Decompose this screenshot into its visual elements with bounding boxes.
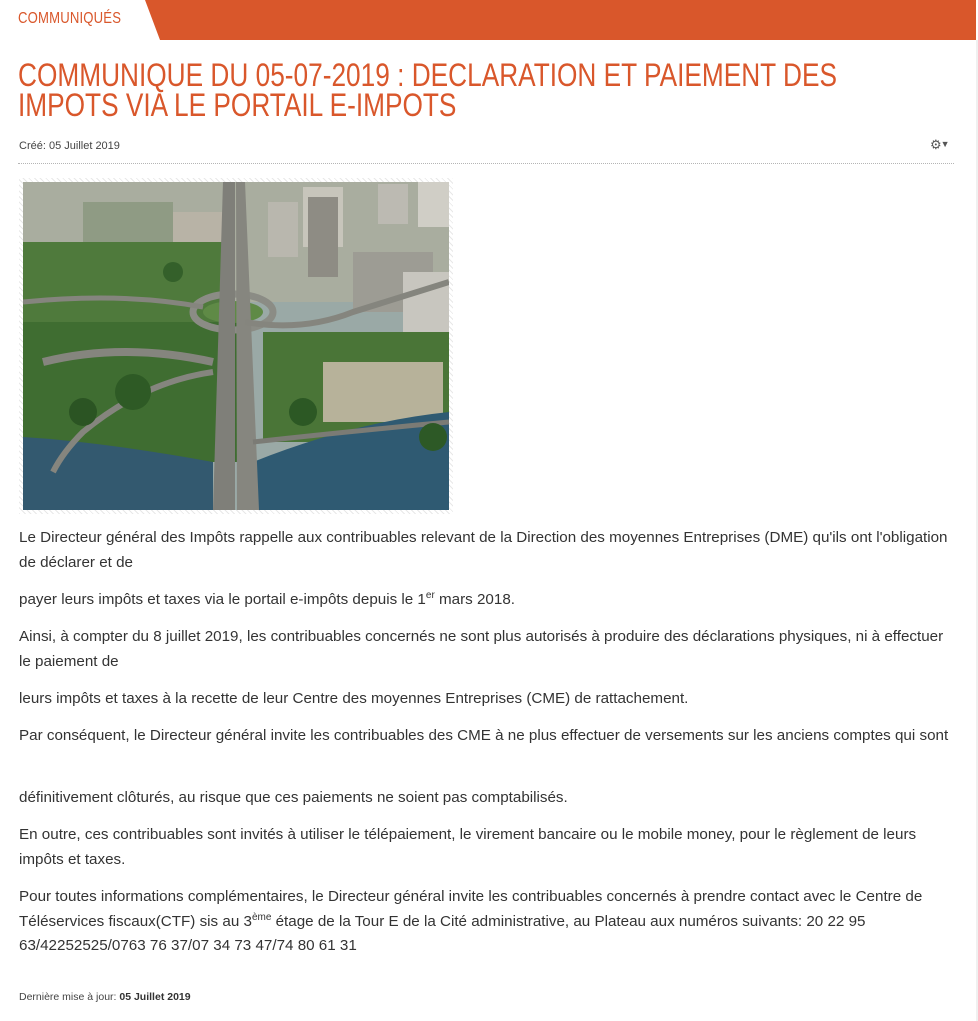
article-title: COMMUNIQUE DU 05-07-2019 : DECLARATION ET PAIEMENT DES IMPOTS VIA LE PORTAIL E-IMPOTS (18, 57, 837, 123)
last-updated (19, 991, 191, 1003)
updated-label: Dernière mise à jour: (19, 991, 117, 1003)
paragraph-8-end: étage de la Tour E de la Cité administrative, au Plateau aux numéros suivants: 20 22 95 63/42252525/0763 76 37/07 34 73 47/74 80 61 31 (19, 912, 866, 954)
paragraph-5: Par conséquent, le Directeur général invite les contribuables des CME à ne plus effectuer de versements sur les anciens comptes qui sont (19, 727, 949, 744)
paragraph-2-end: mars 2018. (434, 591, 515, 608)
category-label[interactable]: COMMUNIQUÉS (18, 10, 122, 27)
paragraph-1: Le Directeur général des Impôts rappelle aux contribuables relevant de la Direction des moyennes Entreprises (DME) qu'ils ont l'obligation de déclarer et de (19, 529, 948, 571)
chevron-down-icon: ▼ (940, 139, 950, 149)
gear-icon: ⚙ (930, 137, 942, 152)
paragraph-8-text: Pour toutes informations complémentaires, le Directeur général invite les contribuables concernés à prendre contact avec le Centre de Téléservices fiscaux(CTF) sis au 3 (19, 888, 923, 930)
created-label: Créé: (19, 140, 46, 152)
paragraph-3: Ainsi, à compter du 8 juillet 2019, les contribuables concernés ne sont plus autorisés à produire des déclarations physiques, ni à effectuer le paiement de (19, 628, 944, 670)
paragraph-8-sup: ème (251, 911, 272, 923)
paragraph-2-sup: er (425, 589, 435, 601)
article-meta (19, 140, 120, 152)
paragraph-4: leurs impôts et taxes à la recette de leur Centre des moyennes Entreprises (CME) de rattachement. (19, 690, 689, 707)
updated-date: 05 Juillet 2019 (119, 991, 191, 1003)
header-divider (18, 163, 954, 164)
paragraph-6: définitivement clôturés, au risque que ces paiements ne soient pas comptabilisés. (19, 789, 568, 806)
created-date: 05 Juillet 2019 (48, 140, 120, 152)
article-tools-button[interactable] (930, 137, 951, 153)
aerial-city-photo (23, 182, 449, 510)
category-header (0, 0, 978, 40)
paragraph-2 (19, 588, 949, 613)
paragraph-7: En outre, ces contribuables sont invités à utiliser le télépaiement, le virement bancaire ou le mobile money, pour le règlement de leurs impôts et taxes. (19, 826, 917, 868)
aerial-city-illustration (23, 182, 449, 510)
paragraph-2-text: payer leurs impôts et taxes via le portail e-impôts depuis le 1 (19, 591, 426, 608)
article-image-frame (19, 178, 453, 514)
paragraph-8 (19, 885, 949, 959)
